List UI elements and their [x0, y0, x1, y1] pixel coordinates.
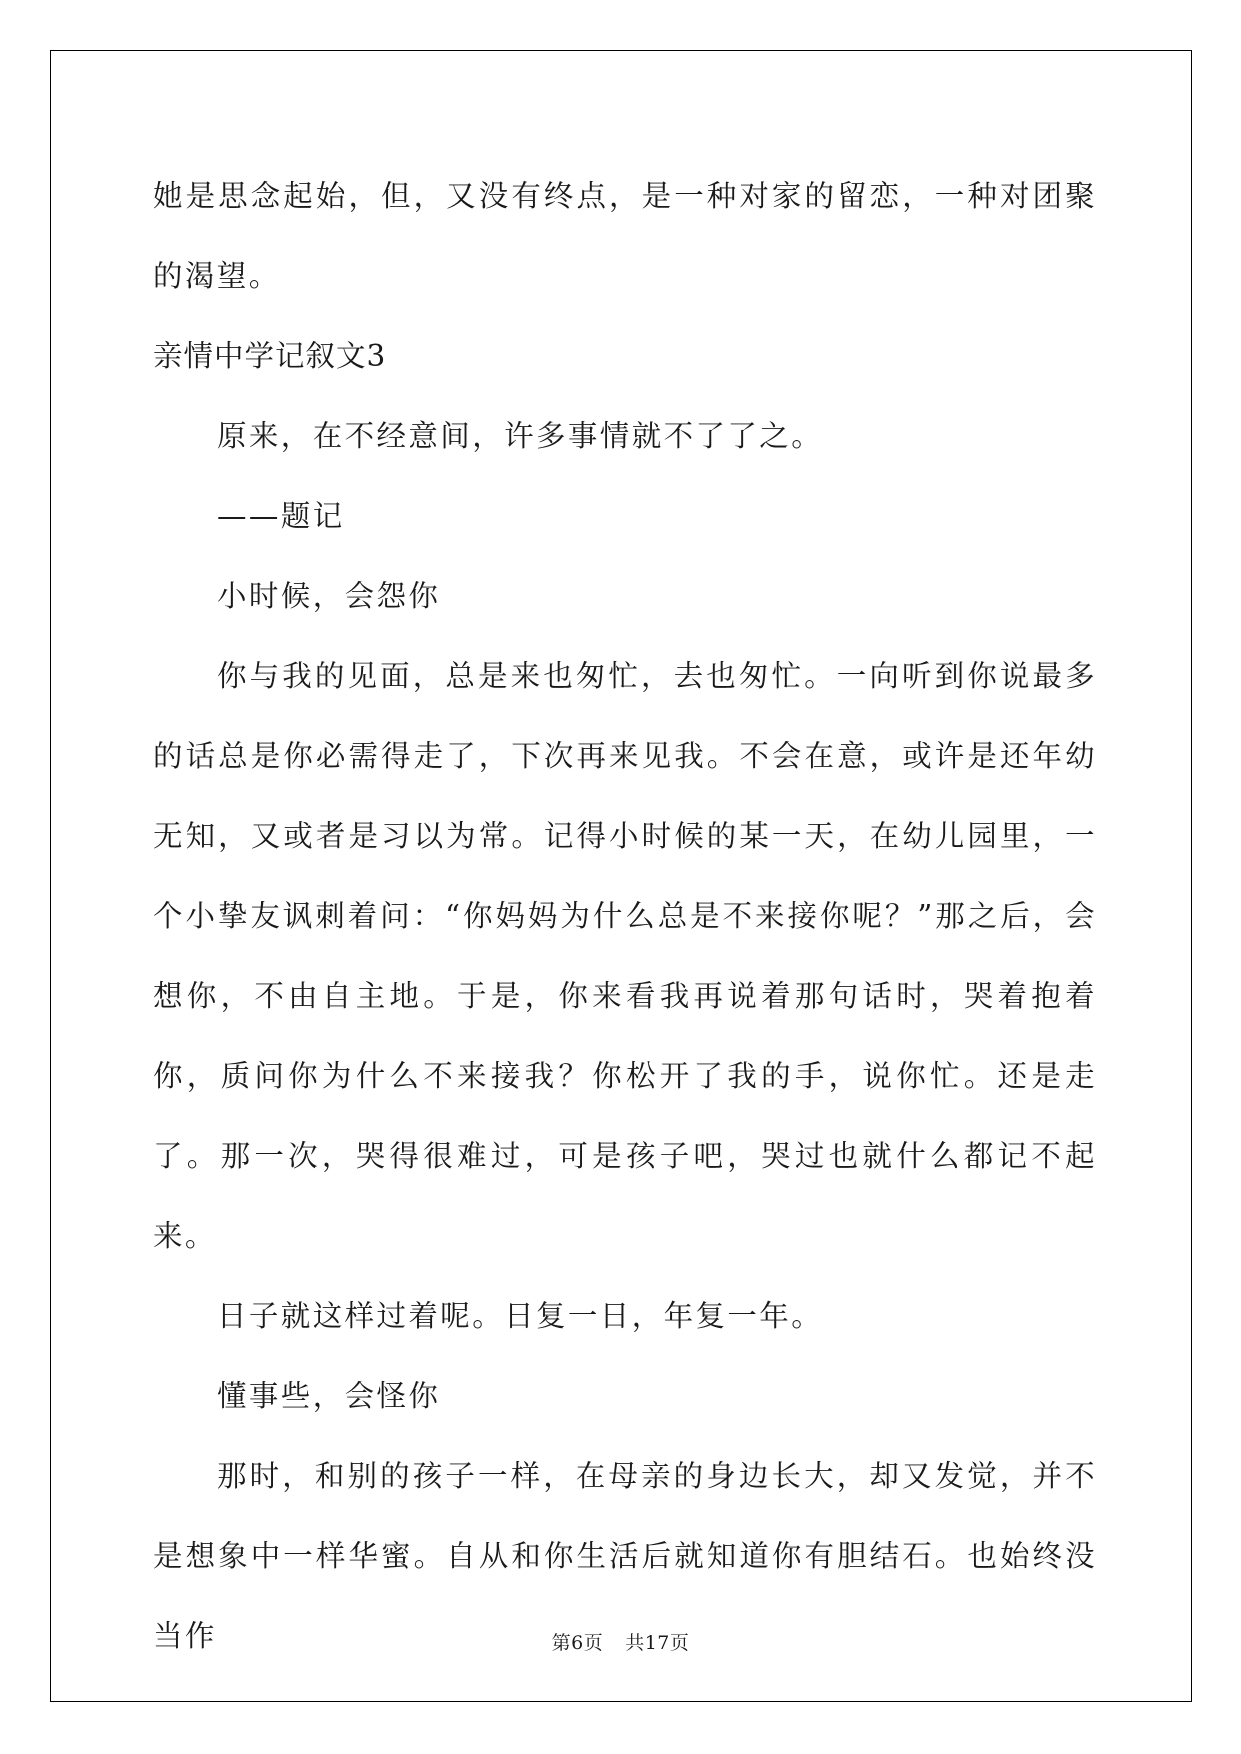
page-number: 第6页: [551, 1632, 604, 1654]
paragraph: 原来，在不经意间，许多事情就不了了之。: [217, 419, 824, 453]
subheading: 小时候，会怨你: [217, 579, 441, 613]
paragraph-continuation: 她是思念起始，但，又没有终点，是一种对家的留恋，一种对团聚的渴望。: [153, 179, 1097, 293]
document-body: [153, 156, 1097, 1676]
paragraph: 你与我的见面，总是来也匆忙，去也匆忙。一向听到你说最多的话总是你必需得走了，下次再来见我。不会在意，或许是还年幼无知，又或者是习以为常。记得小时候的某一天，在幼儿园里，一个小挚友讽刺着问：“你妈妈为什么总是不来接你呢？”那之后，会想你，不由自主地。于是，你来看我再说着那句话时，哭着抱着你，质问你为什么不来接我？你松开了我的手，说你忙。还是走了。那一次，哭得很难过，可是孩子吧，哭过也就什么都记不起来。: [153, 659, 1097, 1253]
subheading: 懂事些，会怪你: [217, 1379, 441, 1413]
section-heading: 亲情中学记叙文3: [153, 339, 387, 373]
paragraph: 那时，和别的孩子一样，在母亲的身边长大，却又发觉，并不是想象中一样华蜜。自从和你生活后就知道你有胆结石。也始终没当作: [153, 1459, 1097, 1653]
page-footer: [0, 1628, 1241, 1655]
page-total: 共17页: [625, 1632, 690, 1654]
epigraph-attribution: ——题记: [217, 499, 345, 533]
paragraph: 日子就这样过着呢。日复一日，年复一年。: [217, 1299, 824, 1333]
